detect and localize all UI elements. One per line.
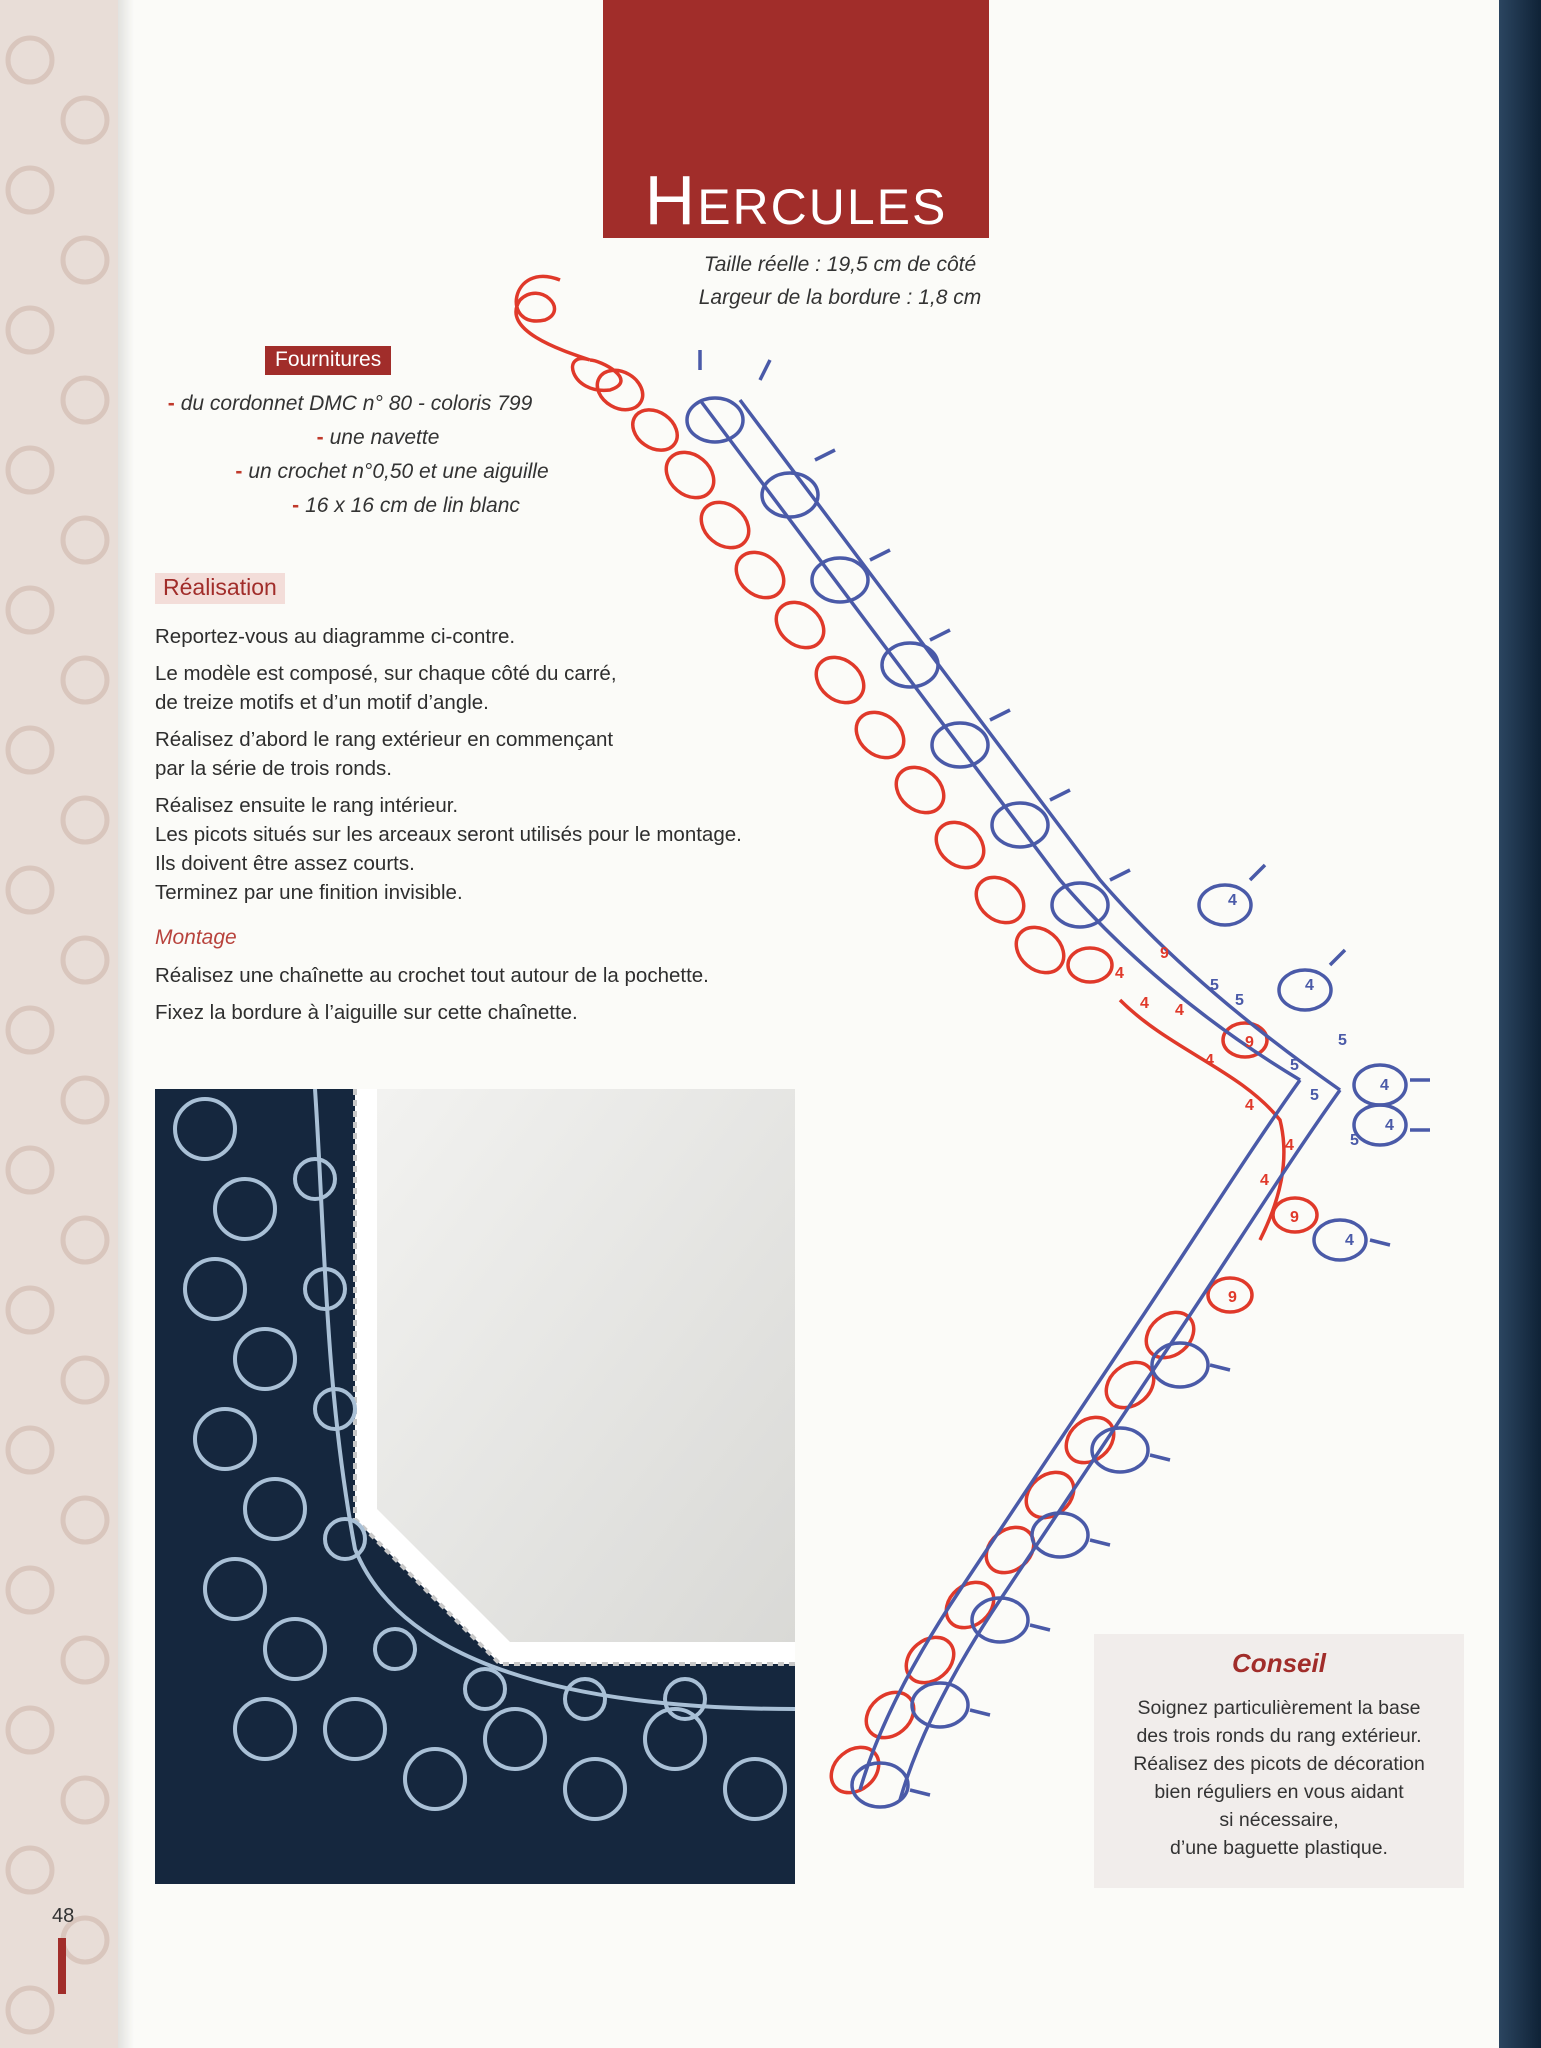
advice-heading: Conseil <box>1232 1648 1326 1678</box>
count-label-center: 5 <box>1290 1057 1299 1074</box>
size-real: Taille réelle : 19,5 cm de côté <box>703 253 977 276</box>
count-label-side: 4 <box>1175 1002 1184 1019</box>
count-label-center: 5 <box>1350 1132 1359 1149</box>
supplies-heading: Fournitures <box>265 346 391 375</box>
realisation-heading: Réalisation <box>155 573 285 604</box>
inner-row-blue <box>687 350 1430 1807</box>
count-label-outer: 9 <box>1228 1289 1237 1306</box>
count-label-blue: 4 <box>1228 892 1237 909</box>
count-label-outer: 9 <box>1290 1209 1299 1226</box>
count-label-outer: 9 <box>1160 945 1169 962</box>
montage-heading: Montage <box>155 926 237 949</box>
count-label-side: 4 <box>1205 1052 1214 1069</box>
count-label-blue: 4 <box>1380 1077 1389 1094</box>
count-label-side: 4 <box>1245 1097 1254 1114</box>
count-label-center: 5 <box>1235 992 1244 1009</box>
count-label-side: 4 <box>1115 965 1124 982</box>
page-number-bar <box>58 1938 66 1994</box>
count-label-blue: 4 <box>1305 977 1314 994</box>
supply-item: - une navette <box>316 426 440 449</box>
supply-item: - un crochet n°0,50 et une aiguille <box>235 460 549 483</box>
diagram-count-labels <box>1115 892 1394 1306</box>
advice-text: Soignez particulièrement la base des trois ronds du rang extérieur. Réalisez des picots de décoration bien réguliers en vous aidant si nécessaire, d’une baguette plastique. <box>1133 1697 1425 1859</box>
page-title: HERCULES <box>644 161 948 239</box>
count-label-side: 4 <box>1140 995 1149 1012</box>
count-label-center: 5 <box>1210 977 1219 994</box>
size-border-width: Largeur de la bordure : 1,8 cm <box>698 286 982 309</box>
count-label-side: 4 <box>1260 1172 1269 1189</box>
page-number: 48 <box>52 1905 75 1927</box>
count-label-blue: 4 <box>1385 1117 1394 1134</box>
count-label-center: 5 <box>1338 1032 1347 1049</box>
count-label-blue: 4 <box>1345 1232 1354 1249</box>
supply-item: - du cordonnet DMC n° 80 - coloris 799 <box>167 392 533 415</box>
advice-box <box>1094 1634 1464 1888</box>
montage-text: Réalisez une chaînette au crochet tout autour de la pochette. Fixez la bordure à l’aiguille sur cette chaînette. <box>155 964 709 1024</box>
count-label-outer: 9 <box>1245 1034 1254 1051</box>
count-label-center: 5 <box>1310 1087 1319 1104</box>
outer-row-red <box>516 276 1317 1802</box>
supply-item: - 16 x 16 cm de lin blanc <box>292 494 520 517</box>
realisation-text: Reportez-vous au diagramme ci-contre. Le modèle est composé, sur chaque côté du carré, de treize motifs et d’un motif d’angle. Réalisez d’abord le rang extérieur en commençant par la série de trois ronds. Réalisez ensuite le rang intérieur. Les picots situés sur les arceaux seront utilisés pour le montage. Ils doivent être assez courts. Terminez par une finition invisible. <box>155 625 742 904</box>
count-label-side: 4 <box>1285 1137 1294 1154</box>
